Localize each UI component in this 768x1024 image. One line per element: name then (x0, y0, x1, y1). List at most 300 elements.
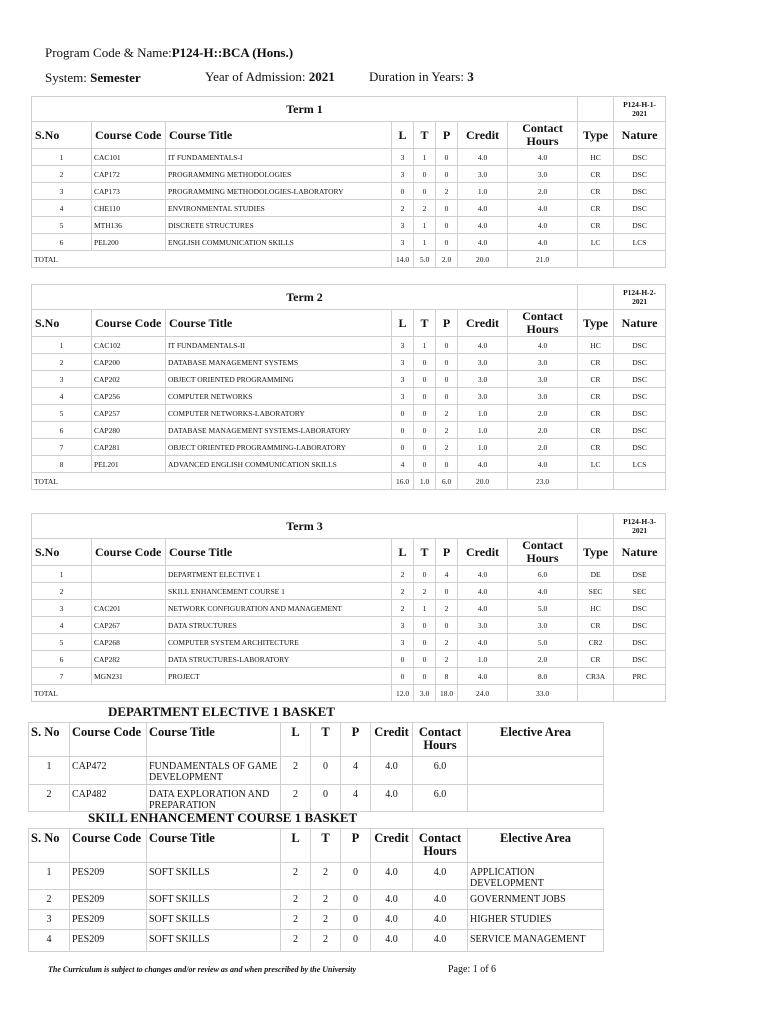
cell-contact-hours: 4.0 (508, 200, 578, 217)
cell-l: 0 (392, 405, 414, 422)
cell-course-code: CAC201 (92, 600, 166, 617)
admission-label: Year of Admission: (205, 69, 306, 84)
cell-course-code: MTH136 (92, 217, 166, 234)
cell-contact-hours: 4.0 (413, 930, 468, 952)
cell-course-title: DATABASE MANAGEMENT SYSTEMS (166, 354, 392, 371)
cell-nature: DSC (614, 634, 666, 651)
table-row (32, 617, 666, 634)
cell-contact-hours: 2.0 (508, 651, 578, 668)
cell-l: 4 (392, 456, 414, 473)
cell-p: 0 (436, 217, 458, 234)
cell-contact-hours: 4.0 (413, 910, 468, 930)
cell-l: 0 (392, 651, 414, 668)
cell-course-title: COMPUTER NETWORKS (166, 388, 392, 405)
table-row (32, 234, 666, 251)
cell-course-code: PEL201 (92, 456, 166, 473)
cell-course-code: PES209 (70, 863, 147, 890)
column-header-l: L (392, 122, 414, 149)
cell-sno: 1 (32, 337, 92, 354)
cell-credit: 4.0 (458, 600, 508, 617)
table-row (32, 371, 666, 388)
cell-course-title: SOFT SKILLS (147, 863, 281, 890)
system-line (45, 70, 141, 86)
basket-header-row (29, 829, 604, 863)
total-type-empty (578, 473, 614, 490)
cell-type: CR (578, 183, 614, 200)
basket-column-header-course-code: Course Code (70, 829, 147, 863)
basket-title-department-elective: DEPARTMENT ELECTIVE 1 BASKET (108, 704, 335, 719)
cell-type: CR (578, 200, 614, 217)
cell-credit: 4.0 (458, 583, 508, 600)
cell-course-code: MGN231 (92, 668, 166, 685)
system-value: Semester (90, 70, 141, 85)
cell-type: CR (578, 166, 614, 183)
table-row (29, 757, 604, 785)
cell-l: 3 (392, 617, 414, 634)
cell-l: 2 (281, 757, 311, 785)
cell-type: SEC (578, 583, 614, 600)
cell-nature: DSC (614, 166, 666, 183)
total-nature-empty (614, 685, 666, 702)
cell-credit: 4.0 (458, 634, 508, 651)
term-title-row (32, 285, 666, 310)
cell-l: 0 (392, 439, 414, 456)
cell-p: 2 (436, 651, 458, 668)
cell-course-code: CHE110 (92, 200, 166, 217)
cell-credit: 4.0 (371, 757, 413, 785)
cell-sno: 7 (32, 439, 92, 456)
cell-t: 2 (414, 583, 436, 600)
cell-type: CR (578, 439, 614, 456)
program-label: Program Code & Name: (45, 45, 172, 60)
cell-credit: 4.0 (458, 217, 508, 234)
cell-t: 1 (414, 149, 436, 166)
cell-l: 2 (392, 583, 414, 600)
total-l: 16.0 (392, 473, 414, 490)
cell-t: 0 (414, 566, 436, 583)
cell-credit: 4.0 (458, 149, 508, 166)
column-header-course-code: Course Code (92, 122, 166, 149)
cell-l: 2 (281, 863, 311, 890)
column-header-credit: Credit (458, 539, 508, 566)
table-row (29, 910, 604, 930)
total-p: 18.0 (436, 685, 458, 702)
cell-sno: 1 (29, 757, 70, 785)
cell-contact-hours: 4.0 (508, 583, 578, 600)
cell-credit: 3.0 (458, 354, 508, 371)
column-header-l: L (392, 539, 414, 566)
cell-course-title: IT FUNDAMENTALS-II (166, 337, 392, 354)
column-header-contact-hours: Contact Hours (508, 122, 578, 149)
cell-nature: DSC (614, 354, 666, 371)
duration-label: Duration in Years: (369, 69, 464, 84)
cell-contact-hours: 3.0 (508, 371, 578, 388)
cell-sno: 1 (32, 149, 92, 166)
skill-enhancement-basket-table (28, 828, 604, 952)
table-row (32, 422, 666, 439)
basket-column-header-credit: Credit (371, 723, 413, 757)
cell-credit: 4.0 (371, 785, 413, 812)
column-header-sno: S.No (32, 539, 92, 566)
cell-l: 2 (392, 600, 414, 617)
cell-nature: SEC (614, 583, 666, 600)
cell-course-code: PES209 (70, 930, 147, 952)
cell-course-code: CAP200 (92, 354, 166, 371)
cell-course-code: CAP257 (92, 405, 166, 422)
cell-sno: 8 (32, 456, 92, 473)
cell-course-title: OBJECT ORIENTED PROGRAMMING (166, 371, 392, 388)
cell-course-title: SOFT SKILLS (147, 930, 281, 952)
term-title-row (32, 97, 666, 122)
column-header-contact-hours: Contact Hours (508, 310, 578, 337)
cell-t: 0 (414, 166, 436, 183)
term-code: P124-H-2-2021 (614, 285, 666, 310)
cell-l: 3 (392, 388, 414, 405)
basket-column-header-sno: S. No (29, 829, 70, 863)
total-hours: 21.0 (508, 251, 578, 268)
cell-contact-hours: 4.0 (508, 456, 578, 473)
cell-sno: 5 (32, 634, 92, 651)
cell-p: 0 (436, 456, 458, 473)
cell-t: 0 (311, 757, 341, 785)
admission-value: 2021 (308, 69, 335, 84)
program-value: P124-H::BCA (Hons.) (171, 45, 294, 60)
cell-contact-hours: 4.0 (508, 149, 578, 166)
total-nature-empty (614, 251, 666, 268)
cell-sno: 2 (29, 785, 70, 812)
cell-type: CR (578, 405, 614, 422)
cell-l: 2 (281, 910, 311, 930)
total-label: TOTAL (32, 685, 392, 702)
cell-sno: 4 (29, 930, 70, 952)
cell-type: HC (578, 600, 614, 617)
cell-contact-hours: 3.0 (508, 166, 578, 183)
cell-contact-hours: 2.0 (508, 405, 578, 422)
cell-contact-hours: 2.0 (508, 422, 578, 439)
column-header-nature: Nature (614, 310, 666, 337)
table-row (32, 217, 666, 234)
duration-line (369, 69, 474, 85)
cell-sno: 2 (32, 166, 92, 183)
total-credit: 20.0 (458, 251, 508, 268)
table-row (32, 405, 666, 422)
term-code: P124-H-3-2021 (614, 514, 666, 539)
cell-course-code: CAP267 (92, 617, 166, 634)
cell-contact-hours: 6.0 (413, 785, 468, 812)
cell-sno: 6 (32, 651, 92, 668)
cell-t: 1 (414, 234, 436, 251)
cell-l: 0 (392, 668, 414, 685)
cell-credit: 1.0 (458, 651, 508, 668)
curriculum-footer-note: The Curriculum is subject to changes and/or review as and when prescribed by the University (48, 965, 357, 974)
cell-nature: DSC (614, 217, 666, 234)
total-l: 14.0 (392, 251, 414, 268)
cell-t: 0 (414, 388, 436, 405)
cell-nature: DSC (614, 337, 666, 354)
cell-type: CR3A (578, 668, 614, 685)
cell-p: 2 (436, 183, 458, 200)
cell-course-code: CAP472 (70, 757, 147, 785)
basket-column-header-p: P (341, 723, 371, 757)
cell-contact-hours: 5.0 (508, 634, 578, 651)
column-header-course-title: Course Title (166, 539, 392, 566)
cell-contact-hours: 2.0 (508, 183, 578, 200)
cell-credit: 4.0 (371, 890, 413, 910)
cell-l: 3 (392, 149, 414, 166)
cell-course-title: SOFT SKILLS (147, 890, 281, 910)
cell-t: 1 (414, 337, 436, 354)
cell-course-title: DISCRETE STRUCTURES (166, 217, 392, 234)
total-p: 6.0 (436, 473, 458, 490)
cell-sno: 6 (32, 234, 92, 251)
cell-sno: 3 (32, 183, 92, 200)
table-row (32, 566, 666, 583)
table-row (29, 890, 604, 910)
cell-type: HC (578, 337, 614, 354)
cell-type: CR (578, 651, 614, 668)
admission-line (205, 69, 335, 85)
table-row (32, 668, 666, 685)
cell-p: 2 (436, 439, 458, 456)
cell-sno: 2 (32, 354, 92, 371)
table-row (29, 863, 604, 890)
cell-nature: DSC (614, 183, 666, 200)
cell-l: 3 (392, 354, 414, 371)
cell-nature: DSC (614, 439, 666, 456)
cell-course-code (92, 566, 166, 583)
column-header-t: T (414, 310, 436, 337)
cell-l: 0 (392, 183, 414, 200)
cell-p: 0 (436, 354, 458, 371)
basket-column-header-l: L (281, 829, 311, 863)
term-3-table (31, 513, 666, 702)
column-header-sno: S.No (32, 310, 92, 337)
cell-nature: LCS (614, 234, 666, 251)
cell-credit: 3.0 (458, 166, 508, 183)
cell-course-title: NETWORK CONFIGURATION AND MANAGEMENT (166, 600, 392, 617)
cell-nature: DSC (614, 200, 666, 217)
cell-credit: 4.0 (458, 668, 508, 685)
cell-nature: DSC (614, 388, 666, 405)
cell-course-code: PEL200 (92, 234, 166, 251)
cell-type: HC (578, 149, 614, 166)
cell-credit: 4.0 (371, 863, 413, 890)
cell-credit: 1.0 (458, 405, 508, 422)
table-row (32, 600, 666, 617)
cell-p: 0 (436, 371, 458, 388)
cell-course-code: PES209 (70, 890, 147, 910)
total-t: 3.0 (414, 685, 436, 702)
cell-sno: 5 (32, 405, 92, 422)
cell-l: 3 (392, 217, 414, 234)
cell-t: 2 (311, 890, 341, 910)
cell-p: 0 (341, 930, 371, 952)
cell-credit: 4.0 (458, 234, 508, 251)
basket-column-header-elective-area: Elective Area (468, 723, 604, 757)
cell-sno: 6 (32, 422, 92, 439)
cell-course-title: ADVANCED ENGLISH COMMUNICATION SKILLS (166, 456, 392, 473)
cell-l: 2 (392, 200, 414, 217)
total-nature-empty (614, 473, 666, 490)
total-p: 2.0 (436, 251, 458, 268)
cell-nature: DSC (614, 405, 666, 422)
cell-credit: 4.0 (458, 200, 508, 217)
cell-t: 0 (414, 651, 436, 668)
cell-t: 1 (414, 600, 436, 617)
basket-title-skill-enhancement: SKILL ENHANCEMENT COURSE 1 BASKET (88, 810, 358, 825)
cell-course-code: CAP256 (92, 388, 166, 405)
column-header-p: P (436, 310, 458, 337)
column-header-course-title: Course Title (166, 310, 392, 337)
cell-t: 1 (414, 217, 436, 234)
column-header-sno: S.No (32, 122, 92, 149)
cell-contact-hours: 4.0 (413, 890, 468, 910)
cell-credit: 1.0 (458, 183, 508, 200)
term-title: Term 3 (32, 514, 578, 539)
term-title-spacer (578, 285, 614, 310)
column-header-p: P (436, 122, 458, 149)
term-2-table (31, 284, 666, 490)
cell-type: DE (578, 566, 614, 583)
cell-type: CR (578, 371, 614, 388)
cell-p: 0 (436, 337, 458, 354)
cell-p: 2 (436, 422, 458, 439)
cell-course-title: PROJECT (166, 668, 392, 685)
cell-elective-area: HIGHER STUDIES (468, 910, 604, 930)
cell-p: 0 (436, 200, 458, 217)
basket-header-row (29, 723, 604, 757)
cell-t: 0 (414, 405, 436, 422)
cell-elective-area: APPLICATION DEVELOPMENT (468, 863, 604, 890)
total-t: 5.0 (414, 251, 436, 268)
cell-p: 0 (436, 234, 458, 251)
cell-elective-area (468, 785, 604, 812)
total-type-empty (578, 685, 614, 702)
cell-credit: 4.0 (458, 566, 508, 583)
cell-nature: DSE (614, 566, 666, 583)
cell-l: 2 (281, 785, 311, 812)
table-row (32, 388, 666, 405)
table-row (32, 439, 666, 456)
table-row (32, 149, 666, 166)
cell-t: 2 (311, 910, 341, 930)
cell-l: 3 (392, 371, 414, 388)
cell-course-title: DATA STRUCTURES-LABORATORY (166, 651, 392, 668)
cell-nature: DSC (614, 600, 666, 617)
total-label: TOTAL (32, 473, 392, 490)
column-header-course-code: Course Code (92, 310, 166, 337)
cell-t: 0 (414, 183, 436, 200)
column-header-contact-hours: Contact Hours (508, 539, 578, 566)
term-code: P124-H-1-2021 (614, 97, 666, 122)
basket-column-header-t: T (311, 723, 341, 757)
page-number: Page: 1 of 6 (448, 964, 497, 975)
cell-credit: 4.0 (458, 456, 508, 473)
cell-course-title: DATABASE MANAGEMENT SYSTEMS-LABORATORY (166, 422, 392, 439)
cell-t: 0 (414, 371, 436, 388)
duration-value: 3 (467, 69, 474, 84)
cell-course-title: ENGLISH COMMUNICATION SKILLS (166, 234, 392, 251)
term-1-table (31, 96, 666, 268)
cell-sno: 2 (29, 890, 70, 910)
cell-l: 3 (392, 166, 414, 183)
total-hours: 23.0 (508, 473, 578, 490)
basket-column-header-course-title: Course Title (147, 829, 281, 863)
basket-column-header-credit: Credit (371, 829, 413, 863)
basket-column-header-course-title: Course Title (147, 723, 281, 757)
cell-t: 0 (414, 634, 436, 651)
total-label: TOTAL (32, 251, 392, 268)
cell-p: 0 (436, 583, 458, 600)
cell-sno: 2 (32, 583, 92, 600)
cell-t: 0 (414, 354, 436, 371)
total-credit: 20.0 (458, 473, 508, 490)
cell-type: LC (578, 234, 614, 251)
term-header-row (32, 310, 666, 337)
cell-l: 3 (392, 234, 414, 251)
cell-course-code: CAP280 (92, 422, 166, 439)
cell-credit: 3.0 (458, 388, 508, 405)
cell-course-code (92, 583, 166, 600)
total-hours: 33.0 (508, 685, 578, 702)
column-header-nature: Nature (614, 122, 666, 149)
cell-credit: 4.0 (371, 930, 413, 952)
total-credit: 24.0 (458, 685, 508, 702)
total-row (32, 251, 666, 268)
cell-type: CR (578, 388, 614, 405)
term-title-row (32, 514, 666, 539)
cell-p: 4 (341, 757, 371, 785)
cell-contact-hours: 2.0 (508, 439, 578, 456)
column-header-t: T (414, 539, 436, 566)
column-header-course-code: Course Code (92, 539, 166, 566)
table-row (32, 634, 666, 651)
cell-contact-hours: 3.0 (508, 617, 578, 634)
cell-contact-hours: 8.0 (508, 668, 578, 685)
cell-p: 8 (436, 668, 458, 685)
cell-type: CR (578, 354, 614, 371)
cell-contact-hours: 4.0 (508, 217, 578, 234)
cell-contact-hours: 6.0 (508, 566, 578, 583)
department-elective-basket-table (28, 722, 604, 812)
cell-course-code: CAP268 (92, 634, 166, 651)
cell-credit: 3.0 (458, 371, 508, 388)
term-title-spacer (578, 514, 614, 539)
total-t: 1.0 (414, 473, 436, 490)
cell-p: 0 (341, 910, 371, 930)
cell-sno: 7 (32, 668, 92, 685)
cell-course-title: DATA STRUCTURES (166, 617, 392, 634)
cell-contact-hours: 4.0 (413, 863, 468, 890)
cell-contact-hours: 4.0 (508, 234, 578, 251)
cell-t: 0 (414, 668, 436, 685)
table-row (32, 200, 666, 217)
cell-t: 0 (414, 456, 436, 473)
cell-sno: 3 (29, 910, 70, 930)
column-header-credit: Credit (458, 310, 508, 337)
cell-sno: 4 (32, 200, 92, 217)
cell-elective-area: SERVICE MANAGEMENT (468, 930, 604, 952)
cell-sno: 4 (32, 617, 92, 634)
cell-t: 0 (311, 785, 341, 812)
cell-course-title: PROGRAMMING METHODOLOGIES (166, 166, 392, 183)
column-header-type: Type (578, 122, 614, 149)
column-header-p: P (436, 539, 458, 566)
column-header-nature: Nature (614, 539, 666, 566)
cell-p: 4 (436, 566, 458, 583)
cell-t: 2 (414, 200, 436, 217)
cell-sno: 3 (32, 371, 92, 388)
